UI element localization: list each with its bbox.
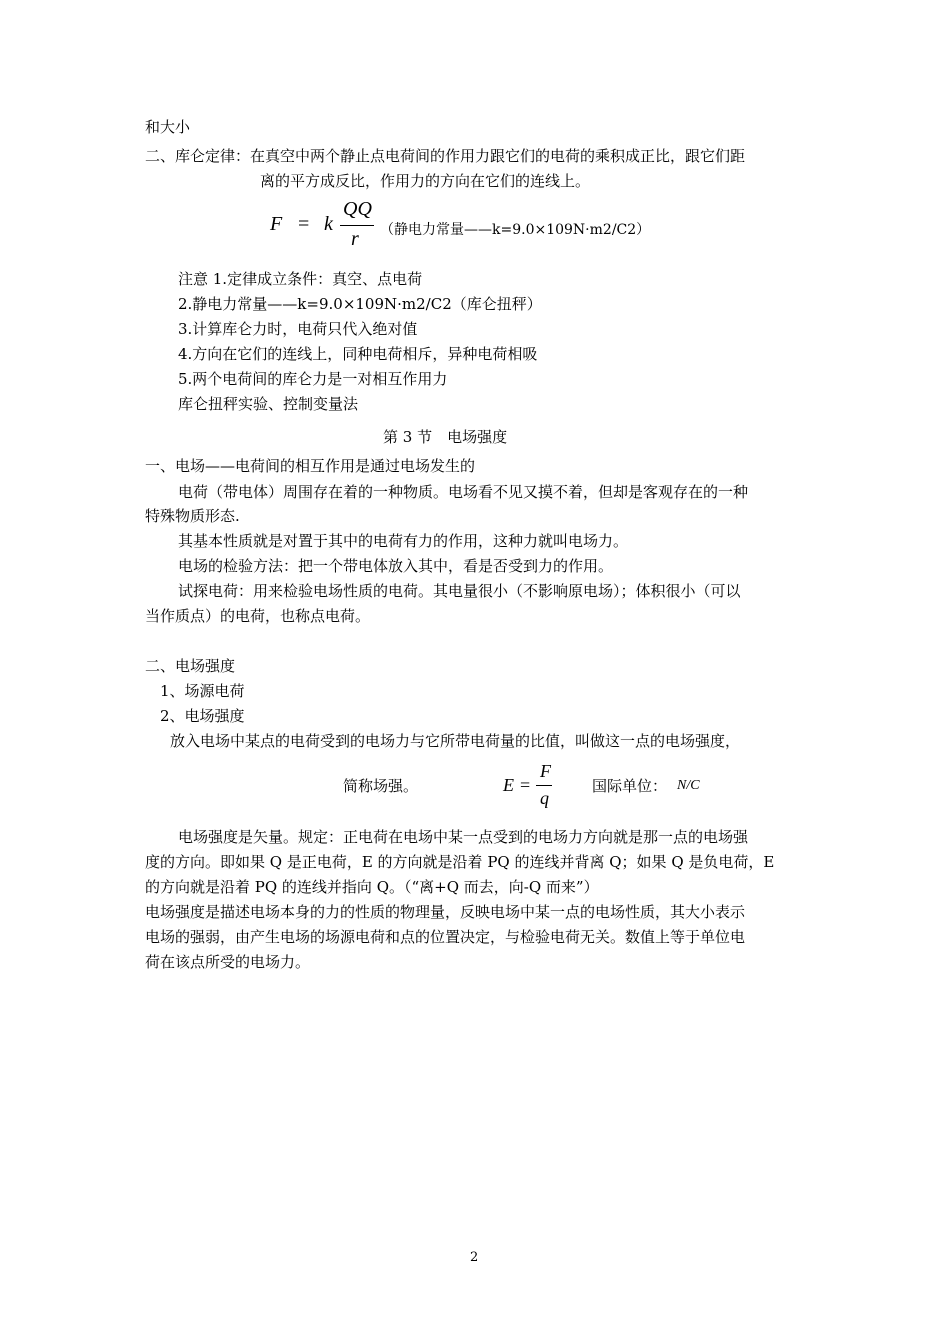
section-title: 第 3 节 电场强度: [383, 428, 508, 446]
text-line: 电荷（带电体）周围存在着的一种物质。电场看不见又摸不着，但却是客观存在的一种: [178, 483, 749, 501]
text-line: 1、场源电荷: [160, 682, 245, 700]
section-heading-field: 一、电场——电荷间的相互作用是通过电场发生的: [145, 457, 476, 475]
coulomb-formula: [270, 198, 700, 258]
section-heading-field-strength: 二、电场强度: [145, 657, 236, 675]
text-line: 电场强度是描述电场本身的力的性质的物理量，反映电场中某一点的电场性质，其大小表示: [145, 903, 746, 921]
formula-lhs: F: [270, 213, 283, 235]
unit-label: 国际单位：: [592, 777, 668, 795]
text-line: 放入电场中某点的电荷受到的电场力与它所带电荷量的比值，叫做这一点的电场强度，: [170, 732, 741, 750]
text-line: 库仑扭秤实验、控制变量法: [178, 395, 359, 413]
text-line: 电场的强弱，由产生电场的场源电荷和点的位置决定，与检验电荷无关。数值上等于单位电: [145, 928, 746, 946]
unit-value: N/C: [677, 778, 700, 793]
text-line: 电场的检验方法：把一个带电体放入其中，看是否受到力的作用。: [178, 557, 614, 575]
text-line: 电场强度是矢量。规定：正电荷在电场中某一点受到的电场力方向就是那一点的电场强: [178, 828, 749, 846]
formula-denominator: r: [351, 228, 359, 250]
formula-lhs: E: [503, 775, 514, 795]
text-line: 的方向就是沿着 PQ 的连线并指向 Q。（“离+Q 而去，向-Q 而来”）: [145, 878, 599, 896]
section-heading-coulomb: 二、库仑定律：在真空中两个静止点电荷间的作用力跟它们的电荷的乘积成正比，跟它们距: [145, 147, 746, 165]
formula-note: （静电力常量——k=9.0×109N·m2/C2）: [380, 222, 651, 238]
page-number: 2: [470, 1250, 479, 1265]
text-line: 特殊物质形态.: [145, 507, 240, 525]
formula-k: k: [324, 213, 333, 235]
text-line: 4.方向在它们的连线上，同种电荷相斥，异种电荷相吸: [178, 345, 538, 363]
text-line: 3.计算库仑力时，电荷只代入绝对值: [178, 320, 418, 338]
text-line: 度的方向。即如果 Q 是正电荷，E 的方向就是沿着 PQ 的连线并背离 Q；如果 Q 是负电荷，E: [145, 853, 775, 871]
formula-numerator: QQ: [343, 198, 372, 220]
text-line: 注意 1.定律成立条件：真空、点电荷: [178, 270, 423, 288]
fraction-bar: [340, 225, 374, 226]
formula-numerator: F: [540, 761, 551, 781]
text-line: 离的平方成反比，作用力的方向在它们的连线上。: [260, 172, 591, 190]
formula-equals: =: [298, 213, 310, 235]
text-line: 荷在该点所受的电场力。: [145, 953, 311, 971]
formula-equals: =: [520, 775, 531, 795]
text-line: 简称场强。: [343, 777, 419, 795]
text-line: 2.静电力常量——k=9.0×109N·m2/C2（库仑扭秤）: [178, 295, 542, 313]
field-strength-formula: [500, 760, 570, 812]
text-line: 当作质点）的电荷，也称点电荷。: [145, 607, 371, 625]
text-line: 其基本性质就是对置于其中的电荷有力的作用，这种力就叫电场力。: [178, 532, 629, 550]
formula-denominator: q: [540, 788, 549, 808]
fraction-bar: [536, 785, 552, 786]
text-line: 试探电荷：用来检验电场性质的电荷。其电量很小（不影响原电场）；体积很小（可以: [178, 582, 741, 600]
text-line: 和大小: [145, 118, 191, 136]
text-line: 2、电场强度: [160, 707, 245, 725]
text-line: 5.两个电荷间的库仑力是一对相互作用力: [178, 370, 448, 388]
